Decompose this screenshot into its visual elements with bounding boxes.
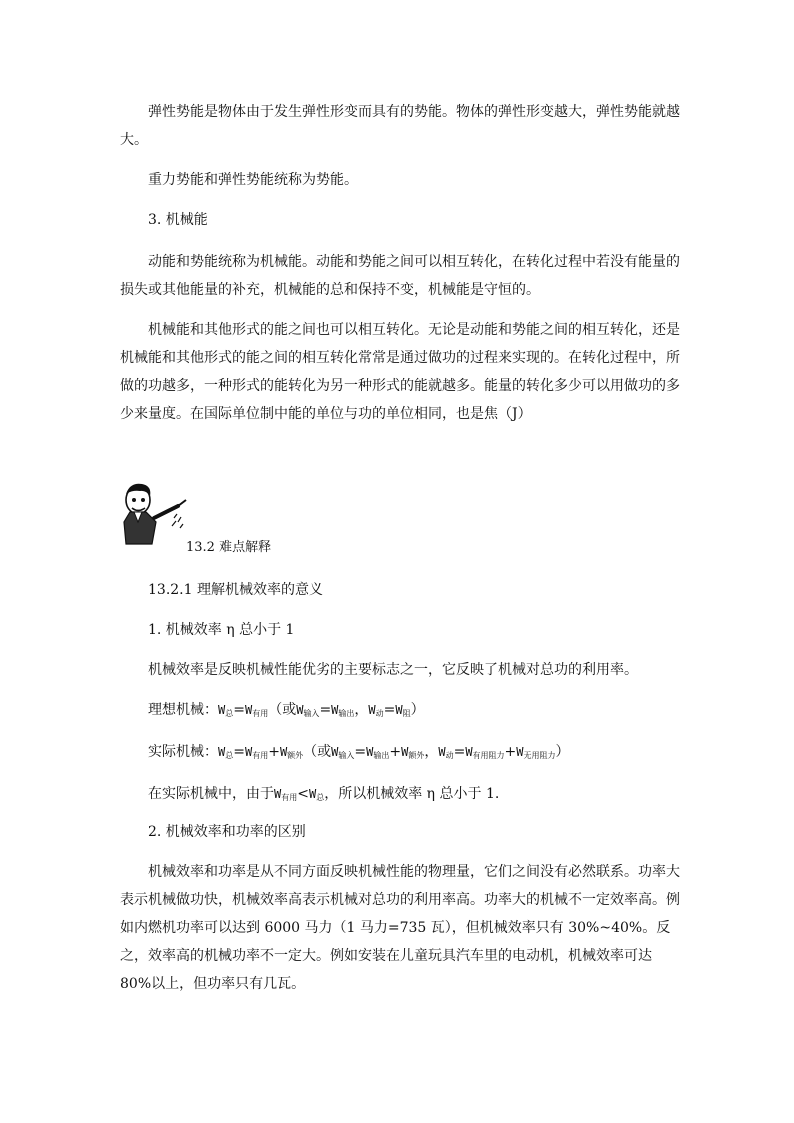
paragraph-mechanical-energy: 动能和势能统称为机械能。动能和势能之间可以相互转化，在转化过程中若没有能量的损失或其他能量的补充，机械能的总和保持不变，机械能是守恒的。 xyxy=(120,254,680,298)
heading-mechanical-energy: 3. 机械能 xyxy=(148,212,208,228)
teacher-cartoon-icon xyxy=(116,478,194,550)
subsection-title: 13.2.1 理解机械效率的意义 xyxy=(148,582,323,598)
paragraph-efficiency-vs-power: 机械效率和功率是从不同方面反映机械性能的物理量，它们之间没有必然联系。功率大表示机械做功快，机械效率高表示机械对总功的利用率高。功率大的机械不一定效率高。例如内燃机功率可以达到 6000 马力（1 马力=735 瓦），但机械效率只有 30%~40%。反之，效率高的机械功率不一定大。例如安装在儿童玩具汽车里的电动机，机械效率可达 80%以上，但功率只有几瓦。 xyxy=(120,864,680,992)
formula-ideal-machine: 理想机械：$W_总=W_{有用}$（或$W_{输入}=W_{输出}$，$W_动=W_阻$） xyxy=(148,702,425,718)
section-title: 13.2 难点解释 xyxy=(186,540,272,555)
item-efficiency-vs-power: 2. 机械效率和功率的区别 xyxy=(148,824,306,840)
efficiency-definition: 机械效率是反映机械性能优劣的主要标志之一，它反映了机械对总功的利用率。 xyxy=(148,662,638,678)
formula-actual-machine: 实际机械：$W_总=W_{有用}+W_{额外}$（或$W_{输入}=W_{输出}+W_{额外}$，$W_动=W_{有用阻力}+W_{无用阻力}$） xyxy=(148,744,570,760)
efficiency-conclusion: 在实际机械中，由于$W_{有用}<W_总$，所以机械效率 η 总小于 1. xyxy=(148,786,500,802)
formula-label: 实际机械： xyxy=(148,744,218,760)
paragraph-elastic-potential: 弹性势能是物体由于发生弹性形变而具有的势能。物体的弹性形变越大，弹性势能就越大。 xyxy=(120,104,680,148)
paragraph-potential-energy: 重力势能和弹性势能统称为势能。 xyxy=(148,172,358,188)
paragraph-energy-conversion: 机械能和其他形式的能之间也可以相互转化。无论是动能和势能之间的相互转化，还是机械能和其他形式的能之间的相互转化常常是通过做功的过程来实现的。在转化过程中，所做的功越多，一种形式的能转化为另一种形式的能就越多。能量的转化多少可以用做功的多少来量度。在国际单位制中能的单位与功的单位相同，也是焦（J） xyxy=(120,322,680,422)
item-efficiency-less-than-one: 1. 机械效率 η 总小于 1 xyxy=(148,622,295,638)
formula-label: 理想机械： xyxy=(148,702,218,718)
